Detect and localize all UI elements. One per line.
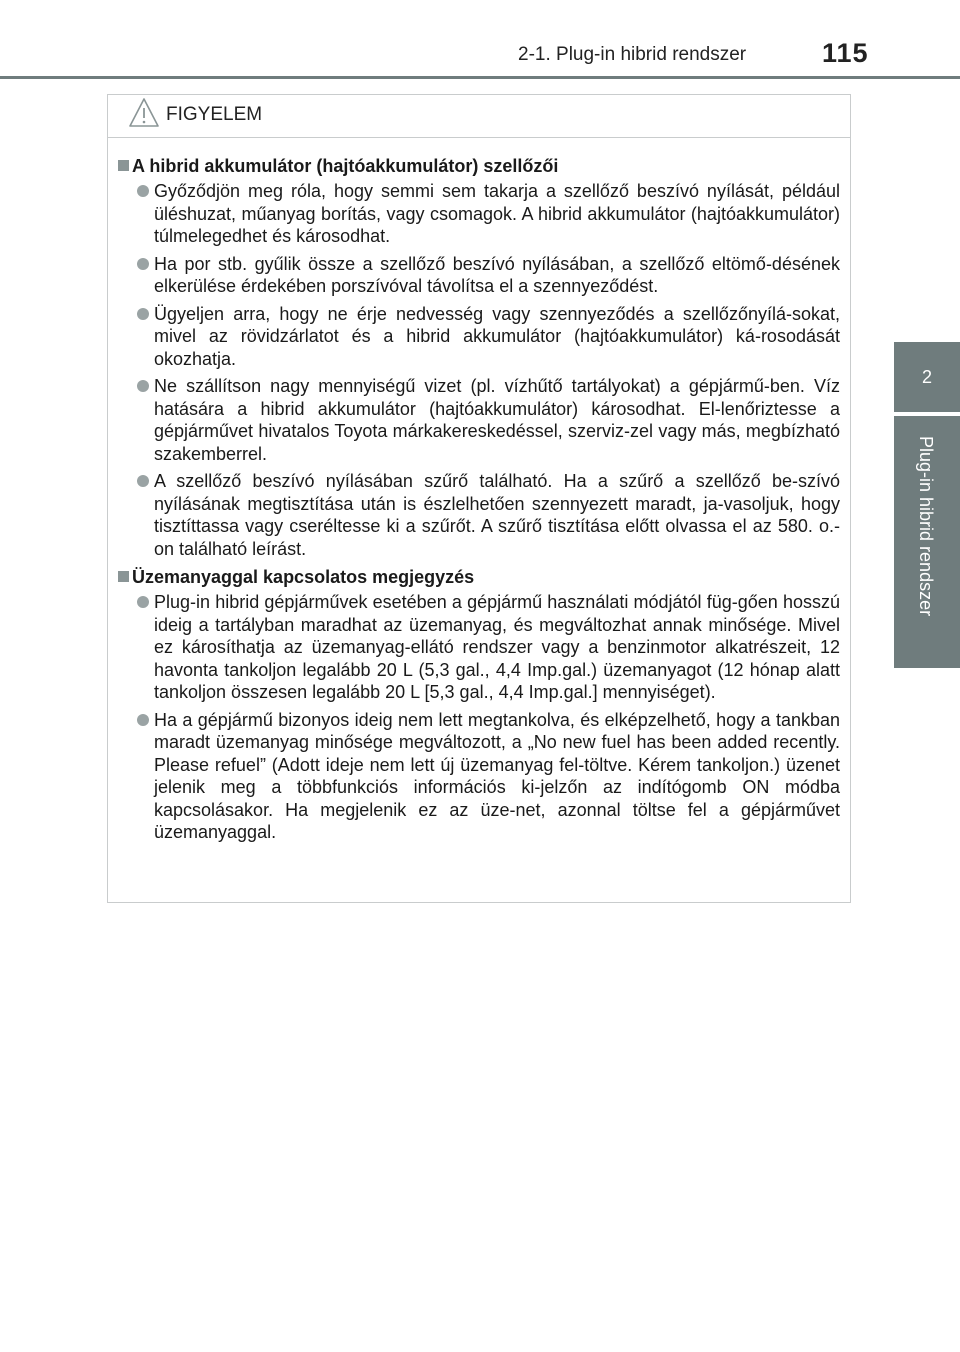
list-item-text: Ha a gépjármű bizonyos ideig nem lett megtankolva, és elképzelhető, hogy a tankban maradt üzemanyag minősége megváltozott, a „No new fuel has been added recently. Please refuel” (Adott ideje nem lett új üzemanyag fel-töltve. Kérem tankoljon.) üzenet jelenik meg a többfunkciós információs ki-jelzőn az indítógomb ON módba kapcsolásakor. Ha megjelenik ez az üze-net, azonnal töltse fel a gépjárművet üzemanyaggal.	[154, 709, 840, 842]
list-item	[112, 591, 840, 704]
square-bullet-icon	[118, 160, 129, 171]
circle-bullet-icon	[137, 596, 149, 608]
list-item-text: Ha por stb. gyűlik össze a szellőző beszívó nyílásában, a szellőző eltömő-désének elkerülése érdekében porszívóval távolítsa el a szennyeződést.	[154, 253, 840, 296]
list-item	[112, 470, 840, 560]
list-item-text: A szellőző beszívó nyílásában szűrő található. Ha a szűrő a szellőző be-szívó nyílásának megtisztítása után is észlelhetően szennyezett maradt, ja-vasoljuk, hogy tisztíttassa vagy cseréltesse ki a szűrőt. A szűrő tisztítása előtt olvassa el az 580. o.-on található leírást.	[154, 471, 840, 559]
section-title: 2-1. Plug-in hibrid rendszer	[518, 44, 747, 65]
warning-triangle-icon	[128, 97, 160, 129]
circle-bullet-icon	[137, 185, 149, 197]
list-item-text: Ne szállítson nagy mennyiségű vizet (pl. vízhűtő tartályokat) a gépjármű-ben. Víz hatására a hibrid akkumulátor (hajtóakkumulátor) károsodhat. El-lenőriztesse a gépjárművet hivatalos Toyota márkakereskedéssel, szerviz-zel vagy más, megbízható szakemberrel.	[154, 376, 840, 464]
section-heading-fuel	[112, 565, 840, 589]
chapter-label: Plug-in hibrid rendszer	[916, 436, 936, 617]
list-item	[112, 303, 840, 371]
section-heading-battery-vents	[112, 154, 840, 178]
list-item	[112, 709, 840, 844]
list-item	[112, 375, 840, 465]
circle-bullet-icon	[137, 308, 149, 320]
list-item-text: Győződjön meg róla, hogy semmi sem takarja a szellőző beszívó nyílását, például üléshuzat, műanyag borítás, vagy csomagok. A hibrid akkumulátor (hajtóakkumulátor) túlmelegedhet és károsodhat.	[154, 181, 840, 246]
circle-bullet-icon	[137, 714, 149, 726]
circle-bullet-icon	[137, 380, 149, 392]
list-item	[112, 180, 840, 248]
warning-content	[108, 138, 850, 844]
circle-bullet-icon	[137, 475, 149, 487]
list-item-text: Ügyeljen arra, hogy ne érje nedvesség vagy szennyeződés a szellőzőnyílá-sokat, mivel az rövidzárlatot és a hibrid akkumulátor (hajtóakkumulátor) ká-rosodását okozhatja.	[154, 303, 840, 369]
header-divider	[0, 76, 960, 79]
section-heading-text: A hibrid akkumulátor (hajtóakkumulátor) szellőzői	[132, 156, 559, 176]
square-bullet-icon	[118, 571, 129, 582]
warning-header	[108, 95, 850, 138]
list-item-text: Plug-in hibrid gépjárművek esetében a gépjármű használati módjától füg-gően hosszú ideig a tartályban maradhat az üzemanyag, és megváltozhat annak minősége. Mivel ez károsíthatja az üzemanyag-ellátó rendszer vagy a benzinmotor alkatrészeit, 12 havonta tankoljon legalább 20 L (5,3 gal., 4,4 Imp.gal.) üzemanyagot (12 hónap alatt tankoljon összesen legalább 20 L [5,3 gal., 4,4 Imp.gal.] mennyiséget).	[154, 592, 840, 702]
list-item	[112, 253, 840, 298]
section-heading-text: Üzemanyaggal kapcsolatos megjegyzés	[132, 567, 475, 587]
warning-box	[107, 94, 851, 903]
warning-label: FIGYELEM	[166, 104, 263, 125]
chapter-tab: 2	[894, 342, 960, 412]
circle-bullet-icon	[137, 258, 149, 270]
page-number: 115	[822, 38, 869, 68]
